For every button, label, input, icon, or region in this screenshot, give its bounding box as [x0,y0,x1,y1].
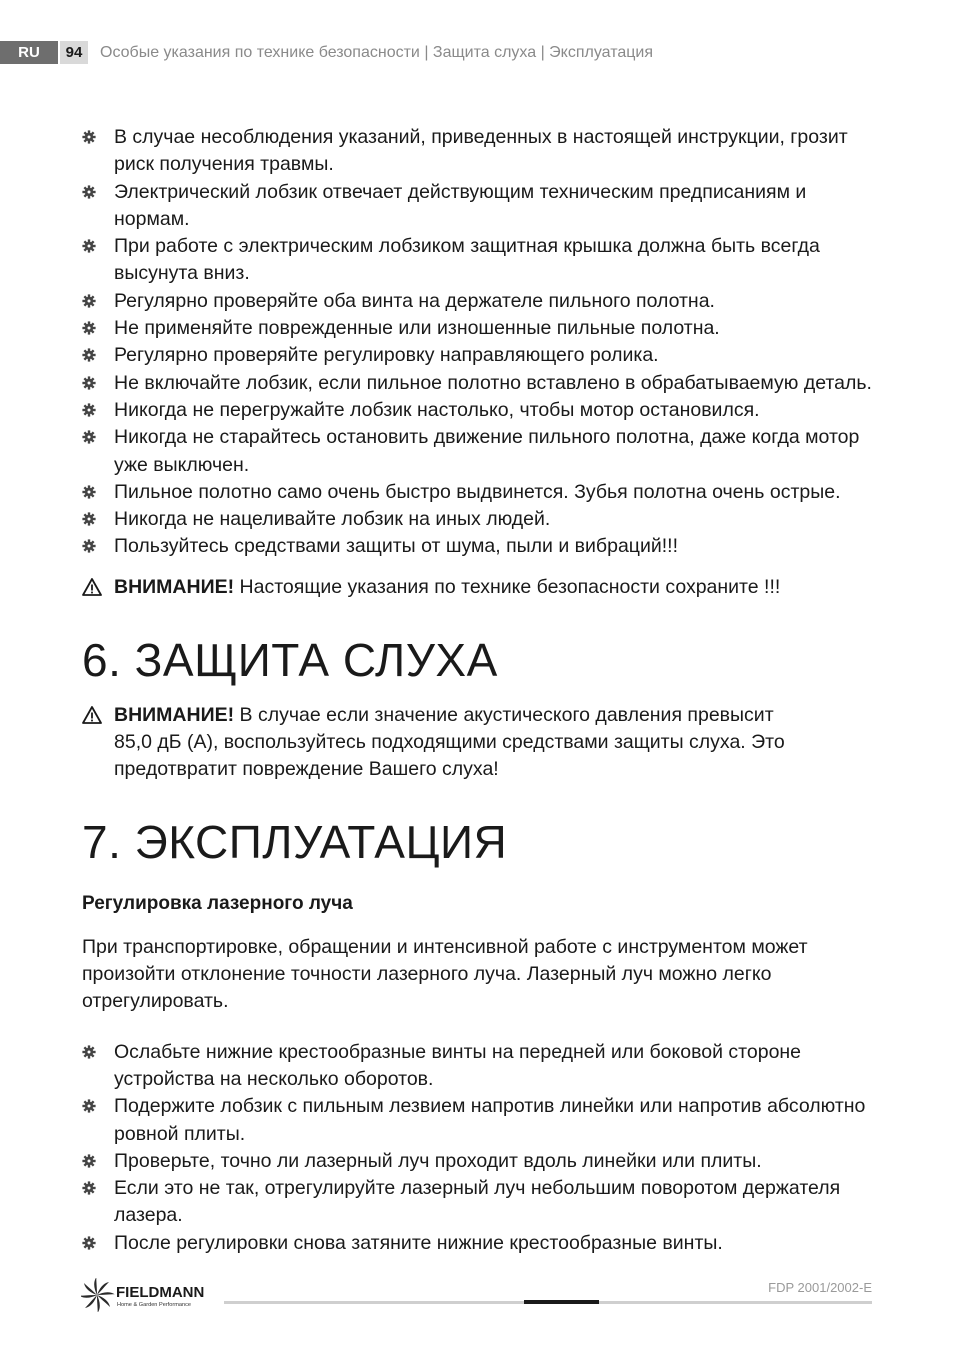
gear-bullet-icon [82,485,96,499]
list-item-text: Пильное полотно само очень быстро выдвинется. Зубья полотна очень острые. [114,480,841,503]
list-item [82,1039,882,1094]
list-item-text: При работе с электрическим лобзиком защитная крышка должна быть всегда высунута вниз. [114,235,820,285]
safety-warning [82,574,882,601]
header-title: Особые указания по технике безопасности | Защита слуха | Эксплуатация [100,44,654,61]
warning-text: Настоящие указания по технике безопасности сохраните !!! [239,575,781,598]
gear-bullet-icon [82,185,96,199]
adjustment-steps [82,1039,882,1257]
gear-bullet-icon [82,239,96,253]
list-item [82,1230,882,1257]
warning-text: В случае если значение акустического давления превысит [239,703,774,726]
list-item [82,479,882,506]
list-item [82,1093,882,1148]
list-item [82,288,882,315]
warning-label: ВНИМАНИЕ! [114,575,235,598]
list-item-text: Никогда не старайтесь остановить движение пильного полотна, даже когда мотор уже выключен. [114,426,860,476]
intro-paragraph: При транспортировке, обращении и интенсивной работе с инструментом может произойти отклонение точности лазерного луча. Лазерный луч можно легко отрегулировать. [82,935,808,1013]
hearing-warning [82,702,882,783]
gear-bullet-icon [82,512,96,526]
model-number: FDP 2001/2002-E [768,1280,872,1295]
gear-bullet-icon [82,403,96,417]
list-item-text: Не включайте лобзик, если пильное полотно вставлено в обрабатываемую деталь. [114,371,872,394]
gear-bullet-icon [82,1181,96,1195]
footer-rule-accent [524,1300,599,1304]
warning-label: ВНИМАНИЕ! [114,703,235,726]
gear-bullet-icon [82,1236,96,1250]
list-item-text: Регулярно проверяйте оба винта на держателе пильного полотна. [114,289,715,312]
warning-triangle-icon [82,706,102,724]
gear-bullet-icon [82,130,96,144]
section-title-hearing: 6. ЗАЩИТА СЛУХА [82,633,498,686]
list-item-text: Никогда не перегружайте лобзик настолько, чтобы мотор остановился. [114,398,760,421]
page-header [0,41,954,64]
list-item-text: После регулировки снова затяните нижние крестообразные винты. [114,1231,723,1254]
list-item-text: Если это не так, отрегулируйте лазерный луч небольшим поворотом держателя лазера. [114,1177,841,1227]
warning-text: 85,0 дБ (A), воспользуйтесь подходящими средствами защиты слуха. Это [114,730,785,753]
brand-tagline: Home & Garden Performance [117,1302,191,1308]
page-number: 94 [60,41,88,64]
list-item-text: Никогда не нацеливайте лобзик на иных людей. [114,508,551,531]
list-item-text: Проверьте, точно ли лазерный луч проходит вдоль линейки или плиты. [114,1149,762,1172]
list-item [82,533,882,560]
gear-bullet-icon [82,1045,96,1059]
list-item-text: Ослабьте нижние крестообразные винты на передней или боковой стороне устройства на несколько оборотов. [114,1040,802,1090]
gear-bullet-icon [82,539,96,553]
fieldmann-logo [81,1278,231,1312]
list-item [82,1175,882,1230]
list-item-text: В случае несоблюдения указаний, приведенных в настоящей инструкции, грозит риск получения травмы. [114,126,848,176]
gear-bullet-icon [82,348,96,362]
list-item [82,233,882,288]
list-item [82,370,882,397]
footer-rule [224,1301,524,1304]
warning-text: предотвратит повреждение Вашего слуха! [114,757,499,780]
list-item [82,506,882,533]
safety-list [82,124,882,561]
list-item-text: Электрический лобзик отвечает действующим техническим предписаниям и нормам. [114,180,807,230]
language-badge: RU [0,41,58,64]
list-item [82,179,882,234]
section-title-operation: 7. ЭКСПЛУАТАЦИЯ [82,815,508,868]
list-item [82,342,882,369]
gear-bullet-icon [82,321,96,335]
subsection-title: Регулировка лазерного луча [82,892,353,914]
gear-bullet-icon [82,294,96,308]
list-item-text: Регулярно проверяйте регулировку направляющего ролика. [114,344,659,367]
list-item-text: Не применяйте поврежденные или изношенные пильные полотна. [114,317,720,340]
footer-rule [599,1301,872,1304]
list-item [82,1148,882,1175]
list-item-text: Пользуйтесь средствами защиты от шума, пыли и вибраций!!! [114,535,678,558]
list-item [82,397,882,424]
brand-name: FIELDMANN [116,1284,205,1301]
list-item [82,315,882,342]
list-item [82,124,882,179]
list-item [82,424,882,479]
main-content [82,124,882,1257]
warning-triangle-icon [82,578,102,596]
gear-bullet-icon [82,1154,96,1168]
gear-bullet-icon [82,376,96,390]
gear-bullet-icon [82,1099,96,1113]
gear-bullet-icon [82,430,96,444]
fan-logo-icon [81,1278,115,1312]
list-item-text: Подержите лобзик с пильным лезвием напротив линейки или напротив абсолютно ровной плиты. [114,1095,866,1145]
